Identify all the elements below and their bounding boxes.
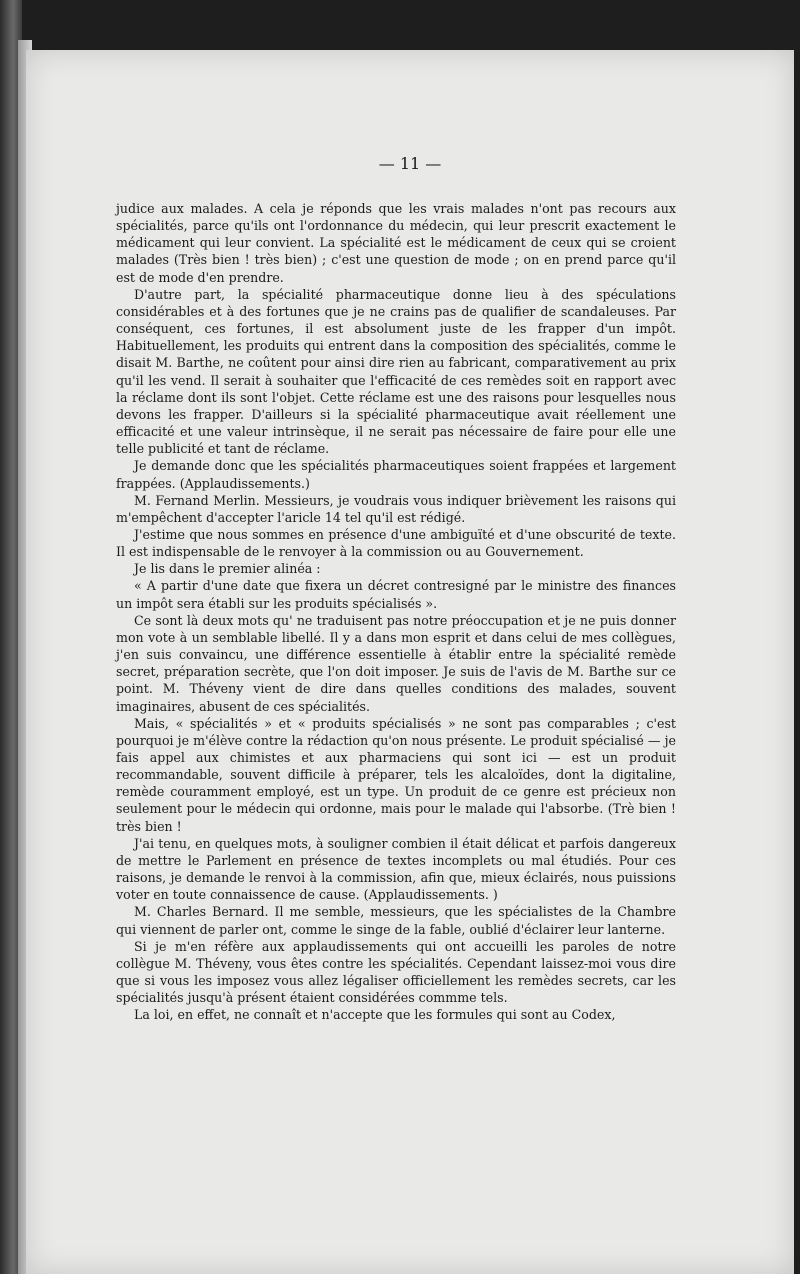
document-page <box>26 50 794 1274</box>
paragraph: Je demande donc que les spécialités pharmaceutiques soient frappées et largement frappées. (Applaudissements.) <box>116 458 676 491</box>
paragraph: Mais, « spécialités » et « produits spécialisés » ne sont pas comparables ; c'est pourquoi je m'élève contre la rédaction qu'on nous présente. Le produit spécialisé — je fais appel aux chimistes et aux pharmaciens qui sont ici — est un produit recommandable, souvent difficile à préparer, tels les alcaloïdes, dont la digitaline, remède couramment employé, est un type. Un produit de ce genre est précieux non seulement pour le médecin qui ordonne, mais pour le malade qui l'absorbe. (Trè bien ! très bien ! <box>116 715 676 834</box>
paragraph: La loi, en effet, ne connaît et n'accepte que les formules qui sont au Codex, <box>134 1007 616 1023</box>
quoted-paragraph: « A partir d'une date que fixera un décret contresigné par le ministre des finances un impôt sera établi sur les produits spécialisés ». <box>116 578 676 611</box>
paragraph: Je lis dans le premier alinéa : <box>134 561 321 577</box>
paragraph: M. Charles Bernard. Il me semble, messieurs, que les spécialistes de la Chambre qui viennent de parler ont, comme le singe de la fable, oublié d'éclairer leur lanterne. <box>116 904 676 937</box>
page-number: — 11 — <box>378 154 442 173</box>
paragraph: D'autre part, la spécialité pharmaceutique donne lieu à des spéculations considérables et à des fortunes que je ne crains pas de qualifier de scandaleuses. Par conséquent, ces fortunes, il est absolument juste de les frapper d'un impôt. Habituellement, les produits qui entrent dans la composition des spécialités, comme le disait M. Barthe, ne coûtent pour ainsi dire rien au fabricant, comparativement au prix qu'il les vend. Il serait à souhaiter que l'efficacité de ces remèdes soit en rapport avec la réclame dont ils sont l'objet. Cette réclame est une des raisons pour lesquelles nous devons les frapper. D'ailleurs si la spécialité pharmaceutique avait réellement une efficacité et une valeur intrinsèque, il ne serait pas nécessaire de faire pour elle une telle publicité et tant de réclame. <box>116 286 676 457</box>
paragraph: Si je m'en réfère aux applaudissements qui ont accueilli les paroles de notre collègue M. Théveny, vous êtes contre les spécialités. Cependant laissez-moi vous dire que si vous les imposez vous allez légaliser officiellement les remèdes secrets, car les spécialités jusqu'à présent étaient considérées commme tels. <box>116 938 676 1006</box>
paragraph: J'ai tenu, en quelques mots, à souligner combien il était délicat et parfois dangereux de mettre le Parlement en présence de textes incomplets ou mal étudiés. Pour ces raisons, je demande le renvoi à la commission, afin que, mieux éclairés, nous puissions voter en toute connaissence de cause. (Applaudissements. ) <box>116 835 676 903</box>
paragraph: J'estime que nous sommes en présence d'une ambiguïté et d'une obscurité de texte. Il est indispensable de le renvoyer à la commission ou au Gouvernement. <box>116 526 676 560</box>
paragraph: M. Fernand Merlin. Messieurs, je voudrais vous indiquer brièvement les raisons qui m'empêchent d'accepter l'aricle 14 tel qu'il est rédigé. <box>116 492 676 525</box>
paragraph: Ce sont là deux mots qu' ne traduisent pas notre préoccupation et je ne puis donner mon vote à un semblable libellé. Il y a dans mon esprit et dans celui de mes collègues, j'en suis convaincu, une différence essentielle à établir entre la spécialité remède secret, préparation secrète, que l'on doit imposer. Je suis de l'avis de M. Barthe sur ce point. M. Théveny vient de dire dans quelles conditions des malades, souvent imaginaires, abusent de ces spécialités. <box>116 612 676 714</box>
paragraph: judice aux malades. A cela je réponds que les vrais malades n'ont pas recours aux spécialités, parce qu'ils ont l'ordonnance du médecin, qui leur prescrit exactement le médicament qui leur convient. La spécialité est le médicament de ceux qui se croient malades (Très bien ! très bien) ; c'est une question de mode ; on en prend parce qu'il est de mode d'en prendre. <box>116 201 676 285</box>
body-text <box>116 200 676 1024</box>
